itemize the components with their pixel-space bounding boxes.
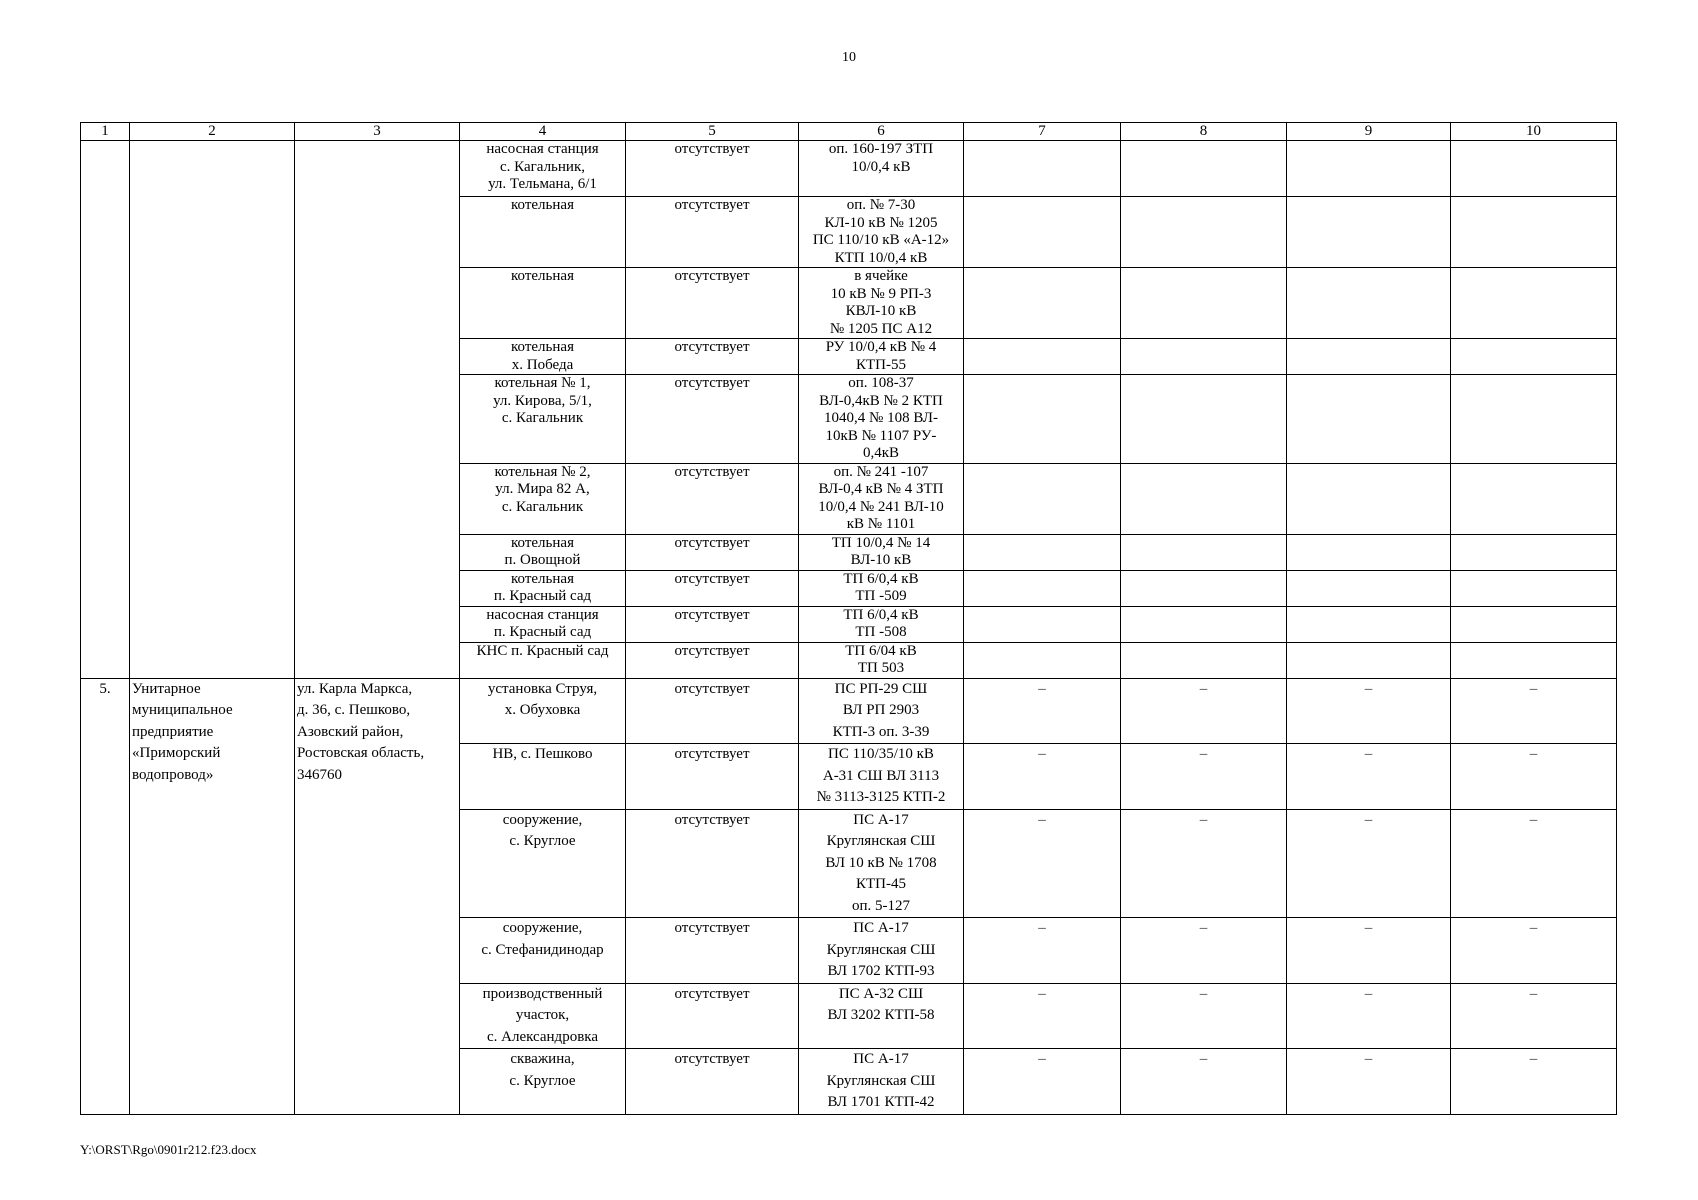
cell-connection-point: ПС 110/35/10 кВ А-31 СШ ВЛ 3113 № 3113-3125 КТП-2 bbox=[799, 744, 964, 810]
cell-empty bbox=[964, 642, 1121, 678]
cell-empty bbox=[1287, 606, 1451, 642]
cell-dash: – bbox=[964, 744, 1121, 810]
cell-empty bbox=[1451, 141, 1617, 197]
cell-empty bbox=[1121, 268, 1287, 339]
cell-facility: сооружение, с. Круглое bbox=[460, 809, 626, 918]
cell-dash: – bbox=[1121, 983, 1287, 1049]
cell-organization: Унитарное муниципальное предприятие «Приморский водопровод» bbox=[130, 678, 295, 1114]
cell-dash: – bbox=[1121, 809, 1287, 918]
cell-dash: – bbox=[964, 918, 1121, 984]
cell-dash: – bbox=[964, 809, 1121, 918]
cell-empty bbox=[964, 197, 1121, 268]
cell-connection-point: ПС РП-29 СШ ВЛ РП 2903 КТП-3 оп. 3-39 bbox=[799, 678, 964, 744]
cell-dash: – bbox=[1451, 744, 1617, 810]
cell-empty bbox=[1451, 339, 1617, 375]
cell-empty bbox=[1121, 197, 1287, 268]
cell-empty bbox=[1121, 463, 1287, 534]
cell-connection-point: оп. № 7-30 КЛ-10 кВ № 1205 ПС 110/10 кВ «А-12» КТП 10/0,4 кВ bbox=[799, 197, 964, 268]
header-cell: 5 bbox=[626, 123, 799, 141]
cell-connection-point: ПС А-17 Круглянская СШ ВЛ 1702 КТП-93 bbox=[799, 918, 964, 984]
page-number: 10 bbox=[842, 50, 856, 65]
cell-status: отсутствует bbox=[626, 1049, 799, 1115]
header-row bbox=[81, 123, 1617, 141]
cell-connection-point: оп. № 241 -107 ВЛ-0,4 кВ № 4 ЗТП 10/0,4 № 241 ВЛ-10 кВ № 1101 bbox=[799, 463, 964, 534]
cell-dash: – bbox=[964, 1049, 1121, 1115]
cell-empty bbox=[964, 463, 1121, 534]
cell-empty bbox=[1287, 268, 1451, 339]
data-table bbox=[80, 122, 1617, 1115]
cell-facility: котельная № 2, ул. Мира 82 А, с. Кагальник bbox=[460, 463, 626, 534]
cell-connection-point: оп. 108-37 ВЛ-0,4кВ № 2 КТП 1040,4 № 108 ВЛ- 10кВ № 1107 РУ- 0,4кВ bbox=[799, 375, 964, 464]
header-cell: 7 bbox=[964, 123, 1121, 141]
cell-dash: – bbox=[1121, 1049, 1287, 1115]
cell-connection-point: ТП 10/0,4 № 14 ВЛ-10 кВ bbox=[799, 534, 964, 570]
cell-dash: – bbox=[1287, 809, 1451, 918]
cell-facility: НВ, с. Пешково bbox=[460, 744, 626, 810]
cell-status: отсутствует bbox=[626, 463, 799, 534]
cell-status: отсутствует bbox=[626, 197, 799, 268]
cell-dash: – bbox=[1287, 744, 1451, 810]
cell-empty bbox=[1451, 606, 1617, 642]
cell-facility: котельная bbox=[460, 268, 626, 339]
cell-facility: установка Струя, х. Обуховка bbox=[460, 678, 626, 744]
cell-connection-point: ПС А-32 СШ ВЛ 3202 КТП-58 bbox=[799, 983, 964, 1049]
header-cell: 10 bbox=[1451, 123, 1617, 141]
cell-status: отсутствует bbox=[626, 534, 799, 570]
cell-dash: – bbox=[1451, 983, 1617, 1049]
cell-empty bbox=[1451, 375, 1617, 464]
cell-empty bbox=[1121, 375, 1287, 464]
cell-facility: котельная п. Красный сад bbox=[460, 570, 626, 606]
cell-empty bbox=[964, 268, 1121, 339]
cell-empty bbox=[1451, 642, 1617, 678]
cell-empty bbox=[964, 534, 1121, 570]
cell-empty bbox=[1121, 339, 1287, 375]
cell-dash: – bbox=[964, 983, 1121, 1049]
cell-connection-point: оп. 160-197 ЗТП 10/0,4 кВ bbox=[799, 141, 964, 197]
cell-status: отсутствует bbox=[626, 268, 799, 339]
cell-empty bbox=[1287, 534, 1451, 570]
cell-number bbox=[81, 141, 130, 679]
cell-empty bbox=[1121, 642, 1287, 678]
cell-dash: – bbox=[1121, 918, 1287, 984]
cell-status: отсутствует bbox=[626, 678, 799, 744]
table-row bbox=[81, 141, 1617, 197]
cell-address bbox=[295, 141, 460, 679]
table-row bbox=[81, 678, 1617, 744]
cell-facility: КНС п. Красный сад bbox=[460, 642, 626, 678]
cell-dash: – bbox=[1451, 809, 1617, 918]
cell-connection-point: ТП 6/0,4 кВ ТП -509 bbox=[799, 570, 964, 606]
cell-connection-point: ТП 6/0,4 кВ ТП -508 bbox=[799, 606, 964, 642]
cell-dash: – bbox=[1287, 1049, 1451, 1115]
cell-facility: котельная х. Победа bbox=[460, 339, 626, 375]
cell-empty bbox=[1287, 642, 1451, 678]
cell-connection-point: ТП 6/04 кВ ТП 503 bbox=[799, 642, 964, 678]
cell-empty bbox=[1451, 570, 1617, 606]
cell-empty bbox=[1287, 570, 1451, 606]
cell-dash: – bbox=[1287, 678, 1451, 744]
cell-dash: – bbox=[1287, 918, 1451, 984]
cell-empty bbox=[1287, 197, 1451, 268]
cell-empty bbox=[964, 141, 1121, 197]
cell-facility: скважина, с. Круглое bbox=[460, 1049, 626, 1115]
header-cell: 9 bbox=[1287, 123, 1451, 141]
cell-facility: производственный участок, с. Александровка bbox=[460, 983, 626, 1049]
cell-facility: насосная станция п. Красный сад bbox=[460, 606, 626, 642]
cell-dash: – bbox=[1451, 678, 1617, 744]
header-cell: 1 bbox=[81, 123, 130, 141]
cell-empty bbox=[964, 375, 1121, 464]
cell-dash: – bbox=[1451, 1049, 1617, 1115]
cell-number: 5. bbox=[81, 678, 130, 1114]
cell-empty bbox=[964, 606, 1121, 642]
cell-status: отсутствует bbox=[626, 375, 799, 464]
cell-dash: – bbox=[1287, 983, 1451, 1049]
cell-status: отсутствует bbox=[626, 141, 799, 197]
header-cell: 4 bbox=[460, 123, 626, 141]
cell-empty bbox=[1287, 463, 1451, 534]
cell-facility: котельная п. Овощной bbox=[460, 534, 626, 570]
cell-empty bbox=[1451, 534, 1617, 570]
cell-connection-point: ПС А-17 Круглянская СШ ВЛ 10 кВ № 1708 КТП-45 оп. 5-127 bbox=[799, 809, 964, 918]
cell-empty bbox=[1287, 339, 1451, 375]
cell-empty bbox=[1287, 375, 1451, 464]
cell-connection-point: в ячейке 10 кВ № 9 РП-3 КВЛ-10 кВ № 1205 ПС А12 bbox=[799, 268, 964, 339]
cell-facility: котельная № 1, ул. Кирова, 5/1, с. Кагальник bbox=[460, 375, 626, 464]
cell-status: отсутствует bbox=[626, 642, 799, 678]
cell-empty bbox=[1451, 463, 1617, 534]
cell-empty bbox=[1287, 141, 1451, 197]
cell-empty bbox=[964, 570, 1121, 606]
cell-status: отсутствует bbox=[626, 809, 799, 918]
cell-empty bbox=[1451, 197, 1617, 268]
cell-status: отсутствует bbox=[626, 339, 799, 375]
cell-connection-point: ПС А-17 Круглянская СШ ВЛ 1701 КТП-42 bbox=[799, 1049, 964, 1115]
header-cell: 2 bbox=[130, 123, 295, 141]
cell-status: отсутствует bbox=[626, 983, 799, 1049]
cell-facility: котельная bbox=[460, 197, 626, 268]
cell-empty bbox=[1121, 141, 1287, 197]
cell-dash: – bbox=[1121, 744, 1287, 810]
header-cell: 3 bbox=[295, 123, 460, 141]
file-path-footer: Y:\ORST\Rgo\0901r212.f23.docx bbox=[80, 1142, 257, 1157]
cell-empty bbox=[1121, 606, 1287, 642]
cell-empty bbox=[964, 339, 1121, 375]
cell-empty bbox=[1451, 268, 1617, 339]
cell-organization bbox=[130, 141, 295, 679]
cell-status: отсутствует bbox=[626, 918, 799, 984]
cell-empty bbox=[1121, 570, 1287, 606]
header-cell: 6 bbox=[799, 123, 964, 141]
cell-address: ул. Карла Маркса, д. 36, с. Пешково, Азовский район, Ростовская область, 346760 bbox=[295, 678, 460, 1114]
cell-status: отсутствует bbox=[626, 570, 799, 606]
cell-connection-point: РУ 10/0,4 кВ № 4 КТП-55 bbox=[799, 339, 964, 375]
cell-status: отсутствует bbox=[626, 606, 799, 642]
header-cell: 8 bbox=[1121, 123, 1287, 141]
cell-dash: – bbox=[1451, 918, 1617, 984]
cell-dash: – bbox=[964, 678, 1121, 744]
cell-status: отсутствует bbox=[626, 744, 799, 810]
cell-facility: сооружение, с. Стефанидинодар bbox=[460, 918, 626, 984]
cell-facility: насосная станция с. Кагальник, ул. Тельмана, 6/1 bbox=[460, 141, 626, 197]
cell-empty bbox=[1121, 534, 1287, 570]
cell-dash: – bbox=[1121, 678, 1287, 744]
